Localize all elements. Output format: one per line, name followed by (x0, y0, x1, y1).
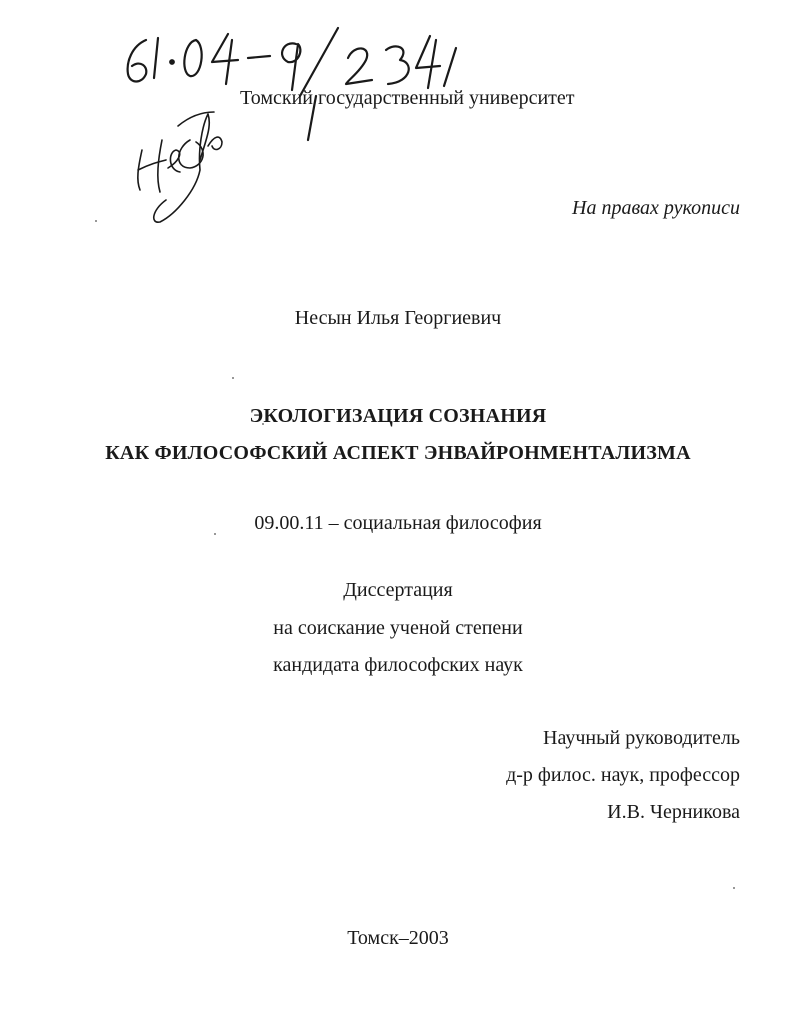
thesis-title-line-2: КАК ФИЛОСОФСКИЙ АСПЕКТ ЭНВАЙРОНМЕНТАЛИЗМА (105, 442, 691, 464)
author-name: Несын Илья Георгиевич (294, 307, 502, 329)
scan-speck (95, 220, 97, 222)
scan-speck (214, 533, 216, 535)
supervisor-degree: д-р филос. наук, профессор (506, 764, 740, 786)
city-year: Томск–2003 (347, 927, 449, 949)
manuscript-note: На правах рукописи (572, 197, 740, 219)
university-name: Томский государственный университет (240, 87, 575, 109)
work-type-line-1: Диссертация (343, 579, 453, 601)
scan-speck (232, 377, 234, 379)
supervisor-role: Научный руководитель (543, 727, 740, 749)
work-type-line-3: кандидата философских наук (273, 654, 523, 676)
thesis-title-line-1: ЭКОЛОГИЗАЦИЯ СОЗНАНИЯ (249, 405, 547, 427)
scan-speck (733, 887, 735, 889)
supervisor-name: И.В. Черникова (607, 801, 740, 823)
work-type-line-2: на соискание ученой степени (273, 617, 523, 639)
specialty-code: 09.00.11 – социальная философия (254, 512, 542, 534)
